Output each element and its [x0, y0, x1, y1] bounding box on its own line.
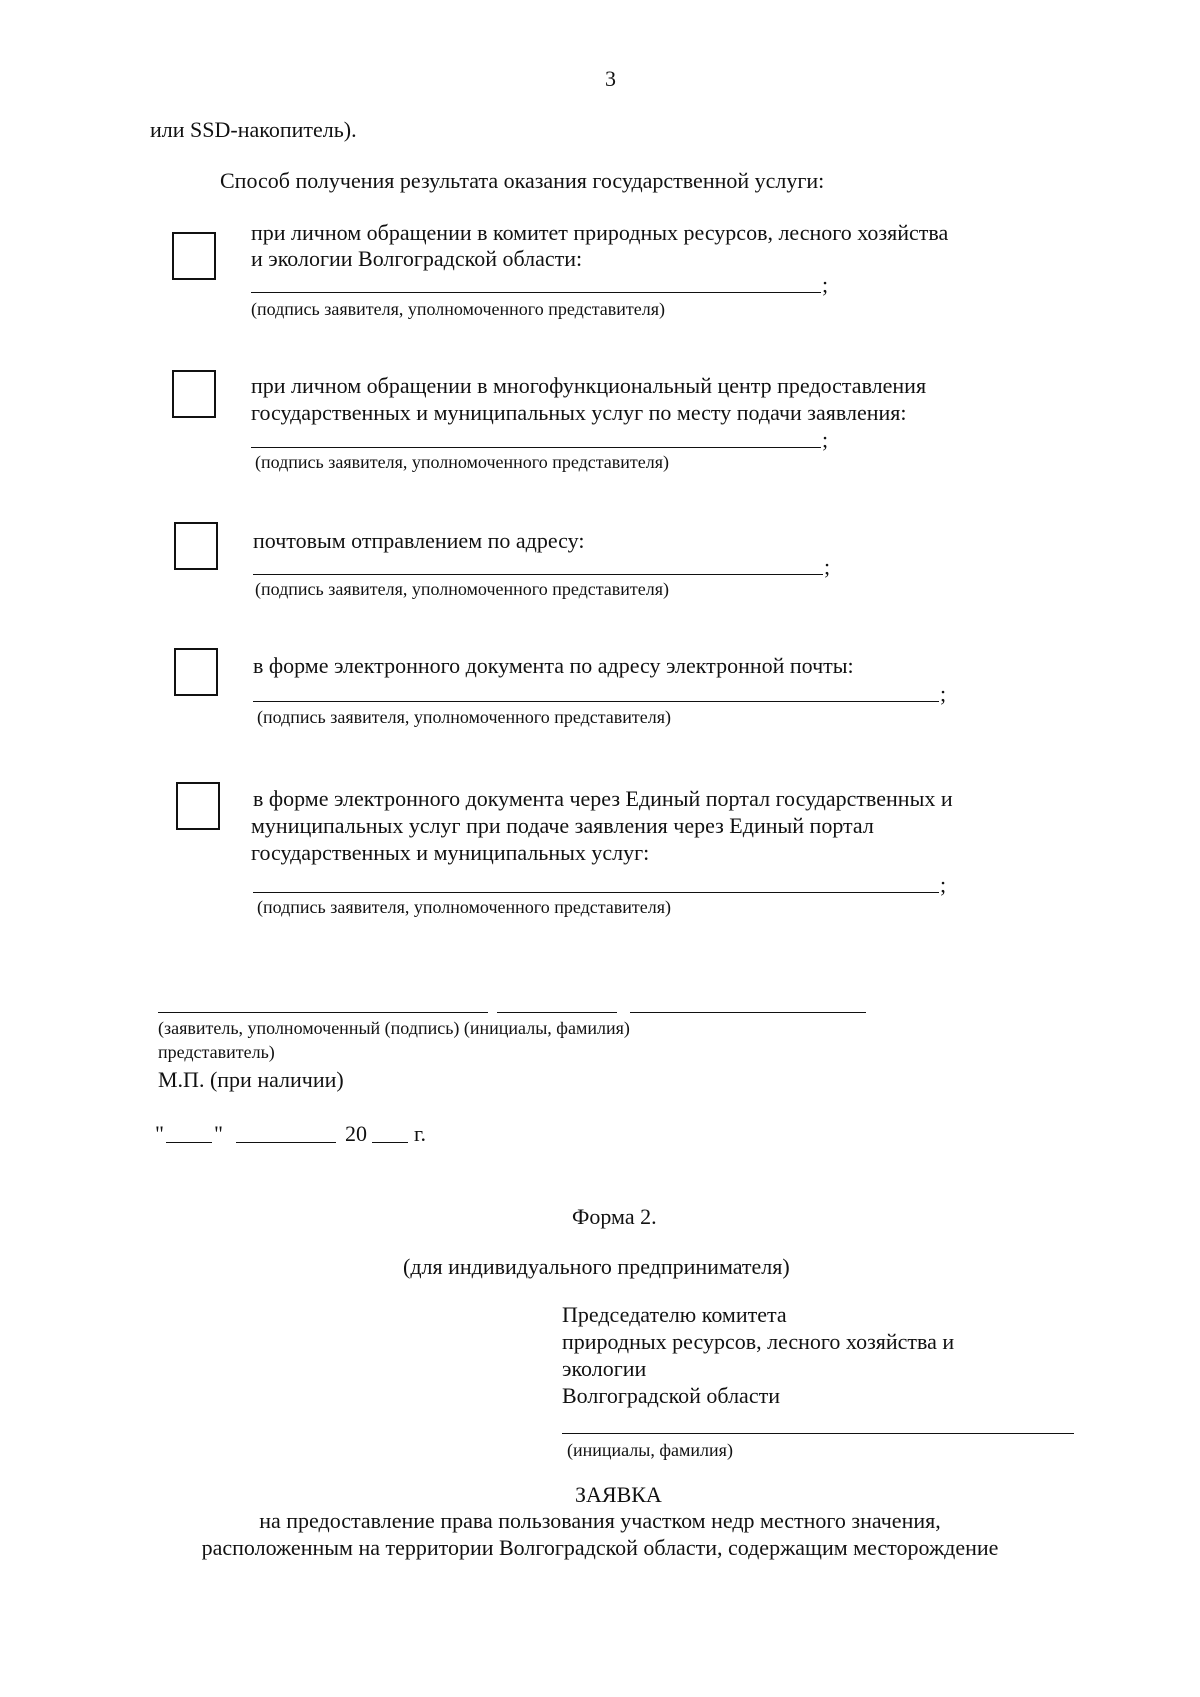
applicant-line [158, 1012, 488, 1013]
option-4-terminator: ; [940, 681, 947, 706]
option-3-signature-line [253, 574, 823, 575]
option-5-line-3: государственных и муниципальных услуг: [251, 840, 650, 865]
seal-label: М.П. (при наличии) [158, 1067, 344, 1092]
form2-subtitle: (для индивидуального предпринимателя) [403, 1254, 790, 1279]
date-day-line [166, 1142, 212, 1143]
option-1-terminator: ; [822, 272, 829, 297]
signature-caption-line-1: (заявитель, уполномоченный (подпись) (инициалы, фамилия) [158, 1018, 630, 1038]
option-3-caption: (подпись заявителя, уполномоченного представителя) [255, 579, 670, 599]
date-year-line [372, 1142, 408, 1143]
option-2-line-2: государственных и муниципальных услуг по месту подачи заявления: [251, 400, 907, 425]
option-3-terminator: ; [824, 554, 831, 579]
signature-caption-line-2: представитель) [158, 1042, 275, 1062]
addressee-line-4: Волгоградской области [562, 1383, 780, 1408]
date-close-quote: " [214, 1121, 223, 1146]
addressee-line-3: экологии [562, 1356, 647, 1381]
addressee-name-line [562, 1433, 1074, 1434]
document-subtitle-line-1: на предоставление права пользования участком недр местного значения, [259, 1508, 941, 1533]
initials-line [630, 1012, 866, 1013]
document-subtitle-line-2: расположенным на территории Волгоградской области, содержащим месторождение [201, 1535, 999, 1560]
date-month-line [236, 1142, 336, 1143]
date-open-quote: " [155, 1121, 164, 1146]
option-1-line-1: при личном обращении в комитет природных ресурсов, лесного хозяйства [251, 220, 949, 245]
option-4-caption: (подпись заявителя, уполномоченного представителя) [257, 707, 672, 727]
option-5-signature-line [253, 892, 939, 893]
form2-title: Форма 2. [572, 1204, 657, 1229]
option-4-signature-line [253, 701, 939, 702]
option-5-checkbox[interactable] [176, 782, 220, 830]
option-5-terminator: ; [940, 872, 947, 897]
option-5-caption: (подпись заявителя, уполномоченного представителя) [257, 897, 672, 917]
option-2-signature-line [251, 447, 821, 448]
addressee-line-2: природных ресурсов, лесного хозяйства и [562, 1329, 955, 1354]
option-4-checkbox[interactable] [174, 648, 218, 696]
addressee-line-1: Председателю комитета [562, 1302, 787, 1327]
option-1-line-2: и экологии Волгоградской области: [251, 246, 583, 271]
option-2-terminator: ; [822, 427, 829, 452]
option-1-checkbox[interactable] [172, 232, 216, 280]
option-3-line-1: почтовым отправлением по адресу: [253, 528, 585, 553]
addressee-caption: (инициалы, фамилия) [567, 1440, 733, 1460]
option-2-caption: (подпись заявителя, уполномоченного представителя) [255, 452, 670, 472]
continuation-text: или SSD-накопитель). [150, 117, 357, 142]
delivery-heading: Способ получения результата оказания государственной услуги: [220, 168, 825, 193]
option-3-checkbox[interactable] [174, 522, 218, 570]
date-year-prefix: 20 [345, 1121, 367, 1146]
signature-line [497, 1012, 617, 1013]
document-title: ЗАЯВКА [575, 1482, 662, 1507]
page-number: 3 [605, 66, 616, 91]
option-2-checkbox[interactable] [172, 370, 216, 418]
date-year-suffix: г. [414, 1121, 427, 1146]
option-5-line-2: муниципальных услуг при подаче заявления через Единый портал [251, 813, 874, 838]
option-2-line-1: при личном обращении в многофункциональный центр предоставления [251, 373, 927, 398]
option-4-line-1: в форме электронного документа по адресу электронной почты: [253, 653, 854, 678]
option-5-line-1: в форме электронного документа через Единый портал государственных и [253, 786, 953, 811]
option-1-caption: (подпись заявителя, уполномоченного представителя) [251, 299, 666, 319]
option-1-signature-line [251, 292, 821, 293]
